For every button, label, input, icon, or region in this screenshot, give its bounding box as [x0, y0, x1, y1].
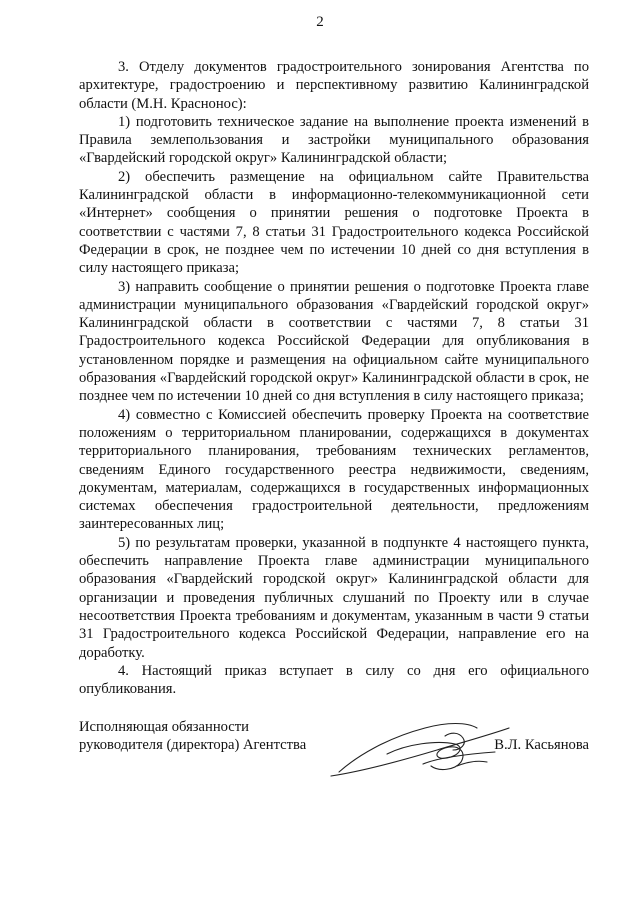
signature-block [79, 718, 589, 798]
signer-title-line2: руководителя (директора) Агентства [79, 737, 307, 754]
paragraph-item-4: 4. Настоящий приказ вступает в силу со дня его официального опубликования. [79, 662, 589, 698]
subparagraph-4: 4) совместно с Комиссией обеспечить проверку Проекта на соответствие положениям о территориальном планировании, содержащихся в документах территориального планирования, требованиям технических регламентов, сведениям Единого государственного реестра недвижимости, сведениям, документам, материалам, содержащихся в государственных информационных системах обеспечения градостроительной деятельности, предложениям заинтересованных лиц; [79, 406, 589, 533]
subparagraph-5: 5) по результатам проверки, указанной в подпункте 4 настоящего пункта, обеспечить направление Проекта главе администрации муниципального образования «Гвардейский городской округ» Калининградской области для организации и проведения публичных слушаний по Проекту или в случае несоответствия Проекта требованиям и документам, указанным в части 9 статьи 31 Градостроительного кодекса Российской Федерации, направление его на доработку. [79, 534, 589, 661]
signer-name: В.Л. Касьянова [494, 737, 589, 753]
subparagraph-3: 3) направить сообщение о принятии решения о подготовке Проекта главе администрации муниципального образования «Гвардейский городской округ» Калининградской области в соответствии с частями 7, 8 статьи 31 Градостроительного кодекса Российской Федерации для опубликования в установленном порядке и размещения на официальном сайте муниципального образования «Гвардейский городской округ» Калининградской области в срок, не позднее чем по истечении 10 дней со дня вступления в силу настоящего приказа; [79, 278, 589, 405]
page-number: 2 [316, 14, 324, 30]
signer-title-line1: Исполняющая обязанности [79, 719, 249, 735]
subparagraph-1: 1) подготовить техническое задание на выполнение проекта изменений в Правила землепользования и застройки муниципального образования «Гвардейский городской округ» Калининградской области; [79, 113, 589, 167]
document-body [79, 58, 589, 698]
subparagraph-2: 2) обеспечить размещение на официальном сайте Правительства Калининградской области в информационно-телекоммуникационной сети «Интернет» сообщения о принятии решения о подготовке Проекта в соответствии с частями 7, 8 статьи 31 Градостроительного кодекса Российской Федерации в срок, не позднее чем по истечении 10 дней со дня вступления в силу настоящего приказа; [79, 168, 589, 277]
paragraph-item-3: 3. Отделу документов градостроительного зонирования Агентства по архитектуре, градостроению и перспективному развитию Калининградской области (М.Н. Краснонос): [79, 59, 589, 112]
signer-title [79, 718, 306, 755]
